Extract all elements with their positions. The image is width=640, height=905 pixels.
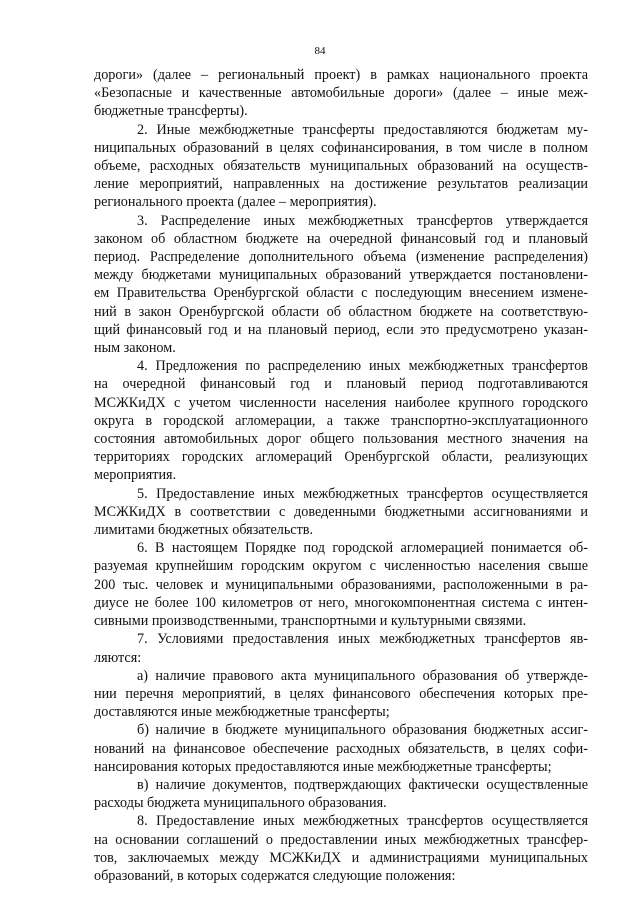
text-line: разуемая крупнейшим городским округом с численностью населения свыше xyxy=(94,558,588,575)
text-line: объеме, расходных обязательств муниципальных образований на осуществ- xyxy=(94,158,588,175)
text-line: нии перечня мероприятий, в целях финансового обеспечения которых пре- xyxy=(94,685,588,702)
text-line: 200 тыс. человек и муниципальными образованиями, расположенными в ра- xyxy=(94,576,588,593)
text-line: сивными производственными, транспортными и культурными связями. xyxy=(94,613,527,630)
text-line: между бюджетами муниципальных образований утверждается постановлени- xyxy=(94,267,588,284)
text-line: период. Распределение дополнительного объема (изменение распределения) xyxy=(94,249,588,266)
text-line: регионального проекта (далее – мероприятия). xyxy=(94,194,377,211)
text-line: ляются: xyxy=(94,649,142,666)
text-line: 6. В настоящем Порядке под городской агломерацией понимается об- xyxy=(137,540,588,557)
text-line: диусе не более 100 километров от него, многокомпонентная система с интен- xyxy=(94,594,588,611)
text-line: нансирования которых предоставляются иные межбюджетные трансферты; xyxy=(94,758,552,775)
text-line: образований, в которых содержатся следующие положения: xyxy=(94,867,456,884)
text-line: лимитами бюджетных обязательств. xyxy=(94,522,314,539)
text-line: округа в городской агломерации, а также транспортно-эксплуатационного xyxy=(94,412,588,429)
text-line: 3. Распределение иных межбюджетных трансфертов утверждается xyxy=(137,212,588,229)
document-body xyxy=(94,66,588,885)
text-line: доставляются иные межбюджетные трансферты; xyxy=(94,704,390,721)
text-line: 5. Предоставление иных межбюджетных трансфертов осуществляется xyxy=(137,485,588,502)
text-line: 4. Предложения по распределению иных межбюджетных трансфертов xyxy=(137,358,588,375)
text-line: бюджетные трансферты). xyxy=(94,103,248,120)
text-line: ем Правительства Оренбургской области с последующим внесением измене- xyxy=(94,285,588,302)
text-line: 7. Условиями предоставления иных межбюджетных трансфертов яв- xyxy=(137,631,588,648)
text-line: б) наличие в бюджете муниципального образования бюджетных ассиг- xyxy=(137,722,588,739)
text-line: дороги» (далее – региональный проект) в рамках национального проекта xyxy=(94,67,588,83)
text-line: тов, заключаемых между МСЖКиДХ и администрациями муниципальных xyxy=(94,849,588,866)
text-line: мероприятия. xyxy=(94,467,177,484)
text-line: ниципальных образований в целях софинансирования, в том числе в полном xyxy=(94,139,588,156)
text-line: 2. Иные межбюджетные трансферты предоставляются бюджетам му- xyxy=(137,121,588,138)
text-line: ление мероприятий, направленных на достижение результатов реализации xyxy=(94,176,588,193)
text-line: ний в закон Оренбургской области об областном бюджете на соответствую- xyxy=(94,303,588,320)
text-line: территориях городских агломераций Оренбургской области, реализующих xyxy=(94,449,588,466)
text-line: законом об областном бюджете на очередной финансовый год и плановый xyxy=(94,230,588,247)
text-line: щий финансовый год и на плановый период, если это предусмотрено указан- xyxy=(94,321,588,338)
text-line: ным законом. xyxy=(94,340,176,357)
text-line: расходы бюджета муниципального образования. xyxy=(94,795,387,812)
text-line: в) наличие документов, подтверждающих фактически осуществленные xyxy=(137,776,588,793)
text-line: МСЖКиДХ с учетом численности населения наиболее крупного городского xyxy=(94,394,588,411)
text-line: «Безопасные и качественные автомобильные дороги» (далее – иные меж- xyxy=(94,85,588,102)
text-line: на основании соглашений о предоставлении иных межбюджетных трансфер- xyxy=(94,831,588,848)
page-number: 84 xyxy=(314,45,326,57)
text-line: на очередной финансовый год и плановый период подготавливаются xyxy=(94,376,588,393)
text-line: нований на финансовое обеспечение расходных обязательств, в целях софи- xyxy=(94,740,588,757)
text-line: 8. Предоставление иных межбюджетных трансфертов осуществляется xyxy=(137,813,588,830)
text-line: а) наличие правового акта муниципального образования об утвержде- xyxy=(137,667,588,684)
text-line: состояния автомобильных дорог общего пользования местного значения на xyxy=(94,431,588,448)
text-line: МСЖКиДХ в соответствии с доведенными бюджетными ассигнованиями и xyxy=(94,503,588,520)
